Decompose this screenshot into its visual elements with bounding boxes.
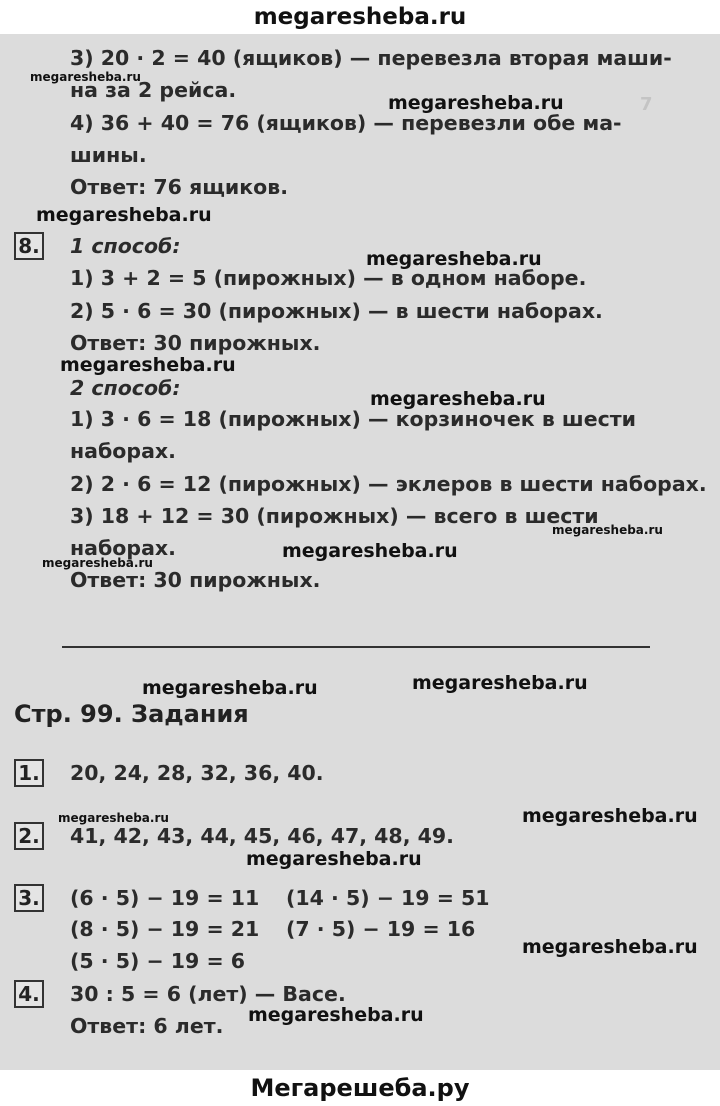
task3-expr-3: (8 · 5) − 19 = 21: [70, 917, 260, 941]
watermark: megaresheba.ru: [36, 204, 212, 226]
task8-method2-line-2: наборах.: [70, 439, 176, 463]
task1-line-1: 20, 24, 28, 32, 36, 40.: [70, 761, 324, 785]
task2-line-1: 41, 42, 43, 44, 45, 46, 47, 48, 49.: [70, 824, 454, 848]
task7-line-2: на за 2 рейса.: [70, 78, 237, 102]
task4-number-box: 4.: [14, 980, 44, 1008]
bleed-through-decoration: 7: [640, 94, 653, 115]
task8-method2-line-4: 3) 18 + 12 = 30 (пирожных) — всего в шести: [70, 504, 599, 528]
watermark: megaresheba.ru: [42, 556, 153, 570]
watermark: megaresheba.ru: [522, 805, 698, 827]
top-site-banner: [0, 0, 720, 34]
task3-expr-5: (5 · 5) − 19 = 6: [70, 949, 246, 973]
task3-expr-1: (6 · 5) − 19 = 11: [70, 886, 260, 910]
watermark: megaresheba.ru: [248, 1004, 424, 1026]
task3-expr-2: (14 · 5) − 19 = 51: [286, 886, 490, 910]
watermark: megaresheba.ru: [246, 848, 422, 870]
watermark: megaresheba.ru: [58, 811, 169, 825]
task3-number-box: 3.: [14, 884, 44, 912]
task2-number-box: 2.: [14, 822, 44, 850]
task8-method2-answer: Ответ: 30 пирожных.: [70, 568, 321, 592]
site-name: megaresheba.ru: [253, 4, 467, 30]
task8-method2-line-5: наборах.: [70, 536, 176, 560]
task7-line-3: 4) 36 + 40 = 76 (ящиков) — перевезли обе ма-: [70, 111, 622, 135]
watermark: megaresheba.ru: [552, 523, 663, 537]
task8-method2-line-1: 1) 3 · 6 = 18 (пирожных) — корзиночек в шести: [70, 407, 637, 431]
task8-method2-title: 2 способ:: [70, 376, 181, 400]
textbook-page: [0, 34, 720, 1070]
watermark: megaresheba.ru: [60, 354, 236, 376]
watermark: megaresheba.ru: [366, 248, 542, 270]
section-title: Стр. 99. Задания: [14, 700, 249, 728]
watermark: megaresheba.ru: [522, 936, 698, 958]
watermark: megaresheba.ru: [412, 672, 588, 694]
task8-method2-line-3: 2) 2 · 6 = 12 (пирожных) — эклеров в шести наборах.: [70, 472, 707, 496]
watermark: megaresheba.ru: [142, 677, 318, 699]
section-divider: [62, 646, 650, 648]
task1-number-box: 1.: [14, 759, 44, 787]
task8-method1-line-1: 1) 3 + 2 = 5 (пирожных) — в одном наборе.: [70, 266, 587, 290]
task7-answer: Ответ: 76 ящиков.: [70, 175, 289, 199]
site-name-cyrillic: Мегарешеба.ру: [250, 1074, 470, 1102]
watermark: megaresheba.ru: [282, 540, 458, 562]
task4-answer: Ответ: 6 лет.: [70, 1014, 224, 1038]
task4-line-1: 30 : 5 = 6 (лет) — Васе.: [70, 982, 346, 1006]
task8-number-box: 8.: [14, 232, 44, 260]
task3-expr-4: (7 · 5) − 19 = 16: [286, 917, 476, 941]
watermark: megaresheba.ru: [30, 70, 141, 84]
watermark: megaresheba.ru: [370, 388, 546, 410]
bottom-site-banner: [0, 1070, 720, 1106]
task8-method1-title: 1 способ:: [70, 234, 181, 258]
task7-line-1: 3) 20 · 2 = 40 (ящиков) — перевезла вторая маши-: [70, 46, 672, 70]
task8-method1-answer: Ответ: 30 пирожных.: [70, 331, 321, 355]
watermark: megaresheba.ru: [388, 92, 564, 114]
task7-line-4: шины.: [70, 143, 147, 167]
task8-method1-line-2: 2) 5 · 6 = 30 (пирожных) — в шести наборах.: [70, 299, 603, 323]
